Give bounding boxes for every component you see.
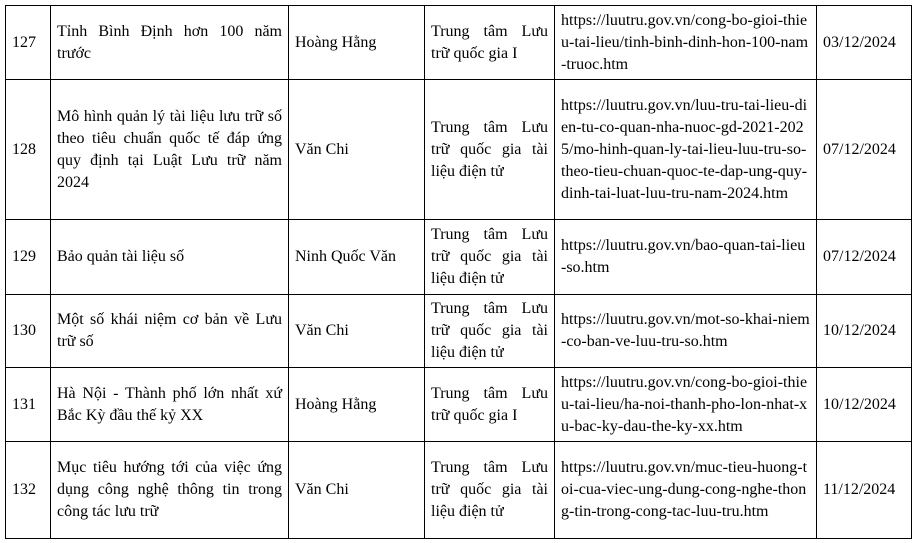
article-link: https://luutru.gov.vn/cong-bo-gioi-thieu-tai-lieu/tinh-binh-dinh-hon-100-nam-truoc.htm <box>555 6 817 80</box>
organization: Trung tâm Lưu trữ quốc gia tài liệu điện tử <box>425 80 555 220</box>
row-number: 132 <box>6 442 51 539</box>
row-number: 130 <box>6 295 51 368</box>
article-title: Một số khái niệm cơ bản về Lưu trữ số <box>51 295 289 368</box>
publish-date: 11/12/2024 <box>817 442 912 539</box>
table-row <box>6 220 912 295</box>
article-table <box>5 5 912 539</box>
organization: Trung tâm Lưu trữ quốc gia tài liệu điện tử <box>425 442 555 539</box>
row-number: 131 <box>6 368 51 442</box>
author-name: Văn Chi <box>289 442 425 539</box>
row-number: 129 <box>6 220 51 295</box>
table-row <box>6 368 912 442</box>
article-link: https://luutru.gov.vn/bao-quan-tai-lieu-so.htm <box>555 220 817 295</box>
publish-date: 03/12/2024 <box>817 6 912 80</box>
article-link: https://luutru.gov.vn/muc-tieu-huong-toi-cua-viec-ung-dung-cong-nghe-thong-tin-trong-cong-tac-luu-tru.htm <box>555 442 817 539</box>
author-name: Văn Chi <box>289 295 425 368</box>
table-row <box>6 442 912 539</box>
publish-date: 07/12/2024 <box>817 80 912 220</box>
table-row <box>6 295 912 368</box>
publish-date: 07/12/2024 <box>817 220 912 295</box>
author-name: Văn Chi <box>289 80 425 220</box>
table-row <box>6 6 912 80</box>
article-title: Bảo quản tài liệu số <box>51 220 289 295</box>
organization: Trung tâm Lưu trữ quốc gia I <box>425 368 555 442</box>
article-link: https://luutru.gov.vn/cong-bo-gioi-thieu-tai-lieu/ha-noi-thanh-pho-lon-nhat-xu-bac-ky-dau-the-ky-xx.htm <box>555 368 817 442</box>
row-number: 128 <box>6 80 51 220</box>
table-row <box>6 80 912 220</box>
publish-date: 10/12/2024 <box>817 295 912 368</box>
article-title: Mô hình quản lý tài liệu lưu trữ số theo tiêu chuẩn quốc tế đáp ứng quy định tại Luật Lưu trữ năm 2024 <box>51 80 289 220</box>
article-title: Hà Nội - Thành phố lớn nhất xứ Bắc Kỳ đầu thế kỷ XX <box>51 368 289 442</box>
author-name: Hoàng Hằng <box>289 368 425 442</box>
author-name: Ninh Quốc Văn <box>289 220 425 295</box>
article-title: Tỉnh Bình Định hơn 100 năm trước <box>51 6 289 80</box>
row-number: 127 <box>6 6 51 80</box>
publish-date: 10/12/2024 <box>817 368 912 442</box>
author-name: Hoàng Hằng <box>289 6 425 80</box>
article-link: https://luutru.gov.vn/luu-tru-tai-lieu-dien-tu-co-quan-nha-nuoc-gd-2021-2025/mo-hinh-quan-ly-tai-lieu-luu-tru-so-theo-tieu-chuan-quoc-te-dap-ung-quy-dinh-tai-luat-luu-tru-nam-2024.htm <box>555 80 817 220</box>
article-title: Mục tiêu hướng tới của việc ứng dụng công nghệ thông tin trong công tác lưu trữ <box>51 442 289 539</box>
organization: Trung tâm Lưu trữ quốc gia tài liệu điện tử <box>425 220 555 295</box>
organization: Trung tâm Lưu trữ quốc gia tài liệu điện tử <box>425 295 555 368</box>
organization: Trung tâm Lưu trữ quốc gia I <box>425 6 555 80</box>
article-link: https://luutru.gov.vn/mot-so-khai-niem-co-ban-ve-luu-tru-so.htm <box>555 295 817 368</box>
